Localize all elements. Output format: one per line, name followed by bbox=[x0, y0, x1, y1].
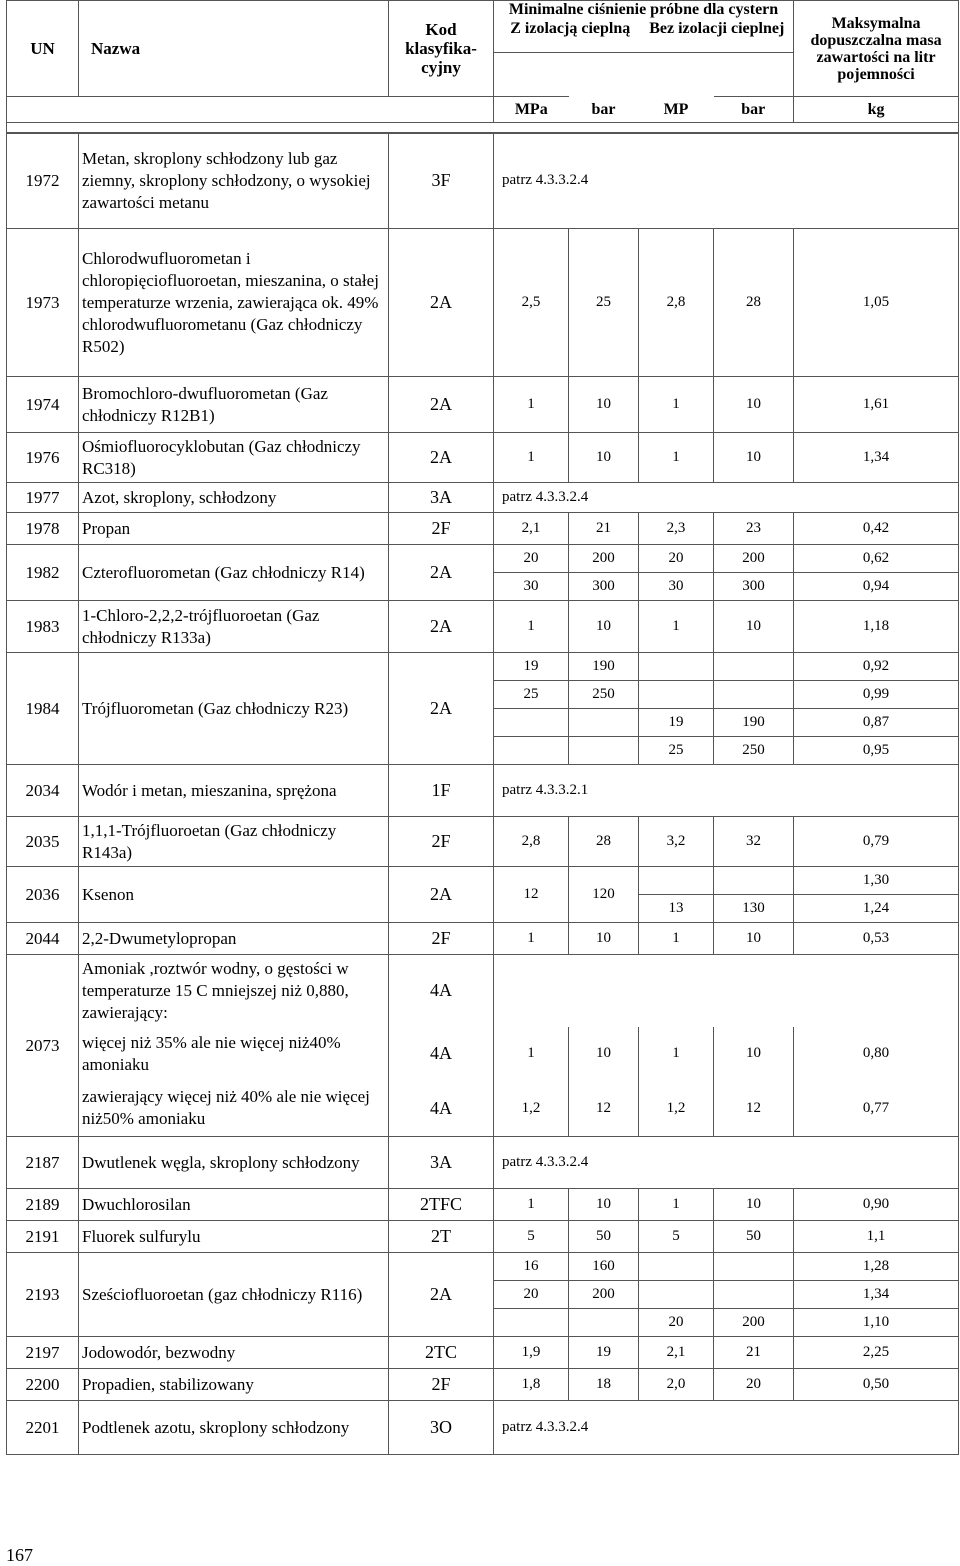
substance-name: Sześciofluoroetan (gaz chłodniczy R116) bbox=[79, 1253, 389, 1337]
value-mpa-no-ins: 20 bbox=[639, 545, 714, 573]
value-bar: 12 bbox=[569, 1081, 639, 1137]
value-mpa: 1 bbox=[494, 1027, 569, 1081]
substance-name: Metan, skroplony schłodzony lub gaz ziemny, skroplony schłodzony, o wysokiej zawartości metanu bbox=[79, 133, 389, 229]
value-bar: 250 bbox=[569, 681, 639, 709]
value-kg: 0,87 bbox=[794, 709, 959, 737]
value-kg: 0,94 bbox=[794, 573, 959, 601]
class-code: 2T bbox=[389, 1221, 494, 1253]
gas-table bbox=[6, 0, 959, 1455]
value-mpa: 1,2 bbox=[494, 1081, 569, 1137]
table-row bbox=[7, 1081, 959, 1137]
value-mpa: 2,1 bbox=[494, 513, 569, 545]
value-bar: 120 bbox=[569, 867, 639, 923]
value-kg: 2,25 bbox=[794, 1337, 959, 1369]
value-bar: 21 bbox=[569, 513, 639, 545]
un-number: 2201 bbox=[7, 1401, 79, 1455]
table-row bbox=[7, 1253, 959, 1281]
value-mpa: 5 bbox=[494, 1221, 569, 1253]
value-mpa-no-ins: 19 bbox=[639, 709, 714, 737]
substance-name: 2,2-Dwumetylopropan bbox=[79, 923, 389, 955]
value-mpa-no-ins: 2,0 bbox=[639, 1369, 714, 1401]
value-mpa-no-ins bbox=[639, 867, 714, 895]
substance-name: 1-Chloro-2,2,2-trójfluoroetan (Gaz chłodniczy R133a) bbox=[79, 601, 389, 653]
header-name: Nazwa bbox=[79, 1, 389, 97]
value-mpa: 25 bbox=[494, 681, 569, 709]
value-bar-no-ins: 200 bbox=[714, 1309, 794, 1337]
value-mpa-no-ins bbox=[639, 1281, 714, 1309]
value-bar-no-ins: 28 bbox=[714, 229, 794, 377]
un-number: 2200 bbox=[7, 1369, 79, 1401]
un-number: 1978 bbox=[7, 513, 79, 545]
table-row bbox=[7, 1137, 959, 1189]
table-row bbox=[7, 601, 959, 653]
value-bar: 10 bbox=[569, 923, 639, 955]
un-number: 2044 bbox=[7, 923, 79, 955]
value-mpa-no-ins bbox=[639, 681, 714, 709]
un-number: 1984 bbox=[7, 653, 79, 765]
value-bar-no-ins: 10 bbox=[714, 433, 794, 483]
substance-name: Dwuchlorosilan bbox=[79, 1189, 389, 1221]
class-code: 2A bbox=[389, 601, 494, 653]
class-code: 2F bbox=[389, 817, 494, 867]
value-bar-no-ins: 10 bbox=[714, 1189, 794, 1221]
class-code: 4A bbox=[389, 955, 494, 1027]
class-code: 2A bbox=[389, 377, 494, 433]
substance-name: Czterofluorometan (Gaz chłodniczy R14) bbox=[79, 545, 389, 601]
substance-name: Wodór i metan, mieszanina, sprężona bbox=[79, 765, 389, 817]
class-code: 4A bbox=[389, 1081, 494, 1137]
reference: patrz 4.3.3.2.4 bbox=[494, 133, 959, 229]
table-row bbox=[7, 1369, 959, 1401]
value-mpa: 1 bbox=[494, 433, 569, 483]
value-mpa: 12 bbox=[494, 867, 569, 923]
table-row bbox=[7, 955, 959, 1027]
value-bar bbox=[569, 737, 639, 765]
class-code: 2TC bbox=[389, 1337, 494, 1369]
substance-name: Podtlenek azotu, skroplony schłodzony bbox=[79, 1401, 389, 1455]
reference: patrz 4.3.3.2.4 bbox=[494, 1401, 959, 1455]
table-row bbox=[7, 229, 959, 377]
value-mpa-no-ins: 13 bbox=[639, 895, 714, 923]
header-max-mass: Maksymalna dopuszczalna masa zawartości na litr pojemności bbox=[794, 1, 959, 97]
value-mpa-no-ins: 20 bbox=[639, 1309, 714, 1337]
table-row bbox=[7, 1337, 959, 1369]
value-kg: 1,05 bbox=[794, 229, 959, 377]
value-kg: 0,92 bbox=[794, 653, 959, 681]
value-mpa-no-ins: 2,1 bbox=[639, 1337, 714, 1369]
value-bar: 18 bbox=[569, 1369, 639, 1401]
value-mpa: 1 bbox=[494, 923, 569, 955]
value-bar-no-ins: 10 bbox=[714, 377, 794, 433]
value-bar-no-ins: 50 bbox=[714, 1221, 794, 1253]
unit-bar-1: bar bbox=[591, 100, 616, 118]
value-kg: 0,62 bbox=[794, 545, 959, 573]
value-bar: 10 bbox=[569, 601, 639, 653]
value-bar-no-ins: 10 bbox=[714, 923, 794, 955]
value-kg: 0,80 bbox=[794, 1027, 959, 1081]
substance-name: Bromochloro-dwufluorometan (Gaz chłodniczy R12B1) bbox=[79, 377, 389, 433]
value-mpa-no-ins: 1 bbox=[639, 377, 714, 433]
substance-name: Propan bbox=[79, 513, 389, 545]
value-bar: 190 bbox=[569, 653, 639, 681]
unit-mpa: MPa bbox=[494, 97, 569, 123]
value-mpa: 20 bbox=[494, 545, 569, 573]
value-kg: 0,95 bbox=[794, 737, 959, 765]
value-kg: 1,10 bbox=[794, 1309, 959, 1337]
un-number: 2189 bbox=[7, 1189, 79, 1221]
class-code: 2F bbox=[389, 513, 494, 545]
header-code: Kod klasyfika-cyjny bbox=[389, 1, 494, 97]
value-kg: 1,24 bbox=[794, 895, 959, 923]
value-bar: 25 bbox=[569, 229, 639, 377]
value-bar-no-ins: 130 bbox=[714, 895, 794, 923]
class-code: 2TFC bbox=[389, 1189, 494, 1221]
unit-mp: MP bbox=[663, 100, 689, 118]
un-number: 2191 bbox=[7, 1221, 79, 1253]
header-un: UN bbox=[7, 1, 79, 97]
value-mpa-no-ins: 25 bbox=[639, 737, 714, 765]
value-kg: 0,99 bbox=[794, 681, 959, 709]
value-mpa-no-ins: 1 bbox=[639, 1027, 714, 1081]
value-kg: 0,50 bbox=[794, 1369, 959, 1401]
value-bar: 10 bbox=[569, 1189, 639, 1221]
class-code: 2A bbox=[389, 653, 494, 765]
value-bar: 200 bbox=[569, 1281, 639, 1309]
value-mpa-no-ins bbox=[639, 1253, 714, 1281]
unit-kg: kg bbox=[794, 97, 959, 123]
un-number: 2073 bbox=[7, 955, 79, 1137]
value-mpa-no-ins: 1,2 bbox=[639, 1081, 714, 1137]
value-bar-no-ins: 300 bbox=[714, 573, 794, 601]
value-mpa bbox=[494, 737, 569, 765]
value-mpa-no-ins bbox=[639, 653, 714, 681]
value-kg: 1,34 bbox=[794, 1281, 959, 1309]
value-bar-no-ins: 23 bbox=[714, 513, 794, 545]
value-bar: 19 bbox=[569, 1337, 639, 1369]
value-mpa bbox=[494, 709, 569, 737]
value-mpa-no-ins: 2,8 bbox=[639, 229, 714, 377]
class-code: 3O bbox=[389, 1401, 494, 1455]
un-number: 2197 bbox=[7, 1337, 79, 1369]
value-bar-no-ins: 200 bbox=[714, 545, 794, 573]
value-mpa-no-ins: 3,2 bbox=[639, 817, 714, 867]
value-bar-no-ins bbox=[714, 1281, 794, 1309]
value-mpa-no-ins: 30 bbox=[639, 573, 714, 601]
value-kg: 1,28 bbox=[794, 1253, 959, 1281]
table-row bbox=[7, 377, 959, 433]
value-bar-no-ins bbox=[714, 681, 794, 709]
class-code: 3A bbox=[389, 483, 494, 513]
class-code: 2A bbox=[389, 229, 494, 377]
value-kg: 0,79 bbox=[794, 817, 959, 867]
value-bar-no-ins bbox=[714, 653, 794, 681]
value-bar-no-ins bbox=[714, 1253, 794, 1281]
substance-name: Ośmiofluorocyklobutan (Gaz chłodniczy RC318) bbox=[79, 433, 389, 483]
un-number: 1982 bbox=[7, 545, 79, 601]
value-mpa-no-ins: 1 bbox=[639, 1189, 714, 1221]
value-kg: 1,18 bbox=[794, 601, 959, 653]
value-mpa-no-ins: 5 bbox=[639, 1221, 714, 1253]
value-mpa bbox=[494, 1309, 569, 1337]
substance-name: Trójfluorometan (Gaz chłodniczy R23) bbox=[79, 653, 389, 765]
page-number: 167 bbox=[6, 1545, 33, 1565]
table-row bbox=[7, 133, 959, 229]
value-bar: 160 bbox=[569, 1253, 639, 1281]
class-code: 2A bbox=[389, 433, 494, 483]
substance-name: Chlorodwufluorometan i chloropięciofluoroetan, mieszanina, o stałej temperaturze wrzenia, zawierająca ok. 49% chlorodwufluorometanu (Gaz chłodniczy R502) bbox=[79, 229, 389, 377]
substance-name: 1,1,1-Trójfluoroetan (Gaz chłodniczy R143a) bbox=[79, 817, 389, 867]
value-kg: 1,1 bbox=[794, 1221, 959, 1253]
value-kg: 0,53 bbox=[794, 923, 959, 955]
value-mpa: 1 bbox=[494, 377, 569, 433]
substance-name: Dwutlenek węgla, skroplony schłodzony bbox=[79, 1137, 389, 1189]
header-min-pressure-label: Minimalne ciśnienie próbne dla cystern bbox=[508, 1, 779, 18]
substance-name: Azot, skroplony, schłodzony bbox=[79, 483, 389, 513]
value-mpa-no-ins: 1 bbox=[639, 923, 714, 955]
substance-name: Ksenon bbox=[79, 867, 389, 923]
class-code: 2F bbox=[389, 1369, 494, 1401]
class-code: 2A bbox=[389, 1253, 494, 1337]
un-number: 1972 bbox=[7, 133, 79, 229]
class-code: 4A bbox=[389, 1027, 494, 1081]
table-row bbox=[7, 1027, 959, 1081]
table-row bbox=[7, 433, 959, 483]
value-mpa: 1 bbox=[494, 601, 569, 653]
reference: patrz 4.3.3.2.4 bbox=[494, 1137, 959, 1189]
class-code: 1F bbox=[389, 765, 494, 817]
value-bar-no-ins: 20 bbox=[714, 1369, 794, 1401]
value-bar: 10 bbox=[569, 433, 639, 483]
class-code: 3F bbox=[389, 133, 494, 229]
value-mpa: 2,5 bbox=[494, 229, 569, 377]
value-mpa: 1,9 bbox=[494, 1337, 569, 1369]
value-bar-no-ins: 21 bbox=[714, 1337, 794, 1369]
reference: patrz 4.3.3.2.1 bbox=[494, 765, 959, 817]
value-bar: 10 bbox=[569, 377, 639, 433]
value-bar-no-ins: 12 bbox=[714, 1081, 794, 1137]
substance-name-sub: więcej niż 35% ale nie więcej niż40% amoniaku bbox=[79, 1027, 389, 1081]
value-kg: 0,77 bbox=[794, 1081, 959, 1137]
un-number: 1974 bbox=[7, 377, 79, 433]
value-kg: 0,90 bbox=[794, 1189, 959, 1221]
substance-name-sub: zawierający więcej niż 40% ale nie więcej niż50% amoniaku bbox=[79, 1081, 389, 1137]
table-row bbox=[7, 1221, 959, 1253]
value-bar-no-ins bbox=[714, 867, 794, 895]
un-number: 1983 bbox=[7, 601, 79, 653]
value-bar-no-ins: 10 bbox=[714, 1027, 794, 1081]
header-min-pressure bbox=[494, 1, 794, 53]
value-bar-no-ins: 10 bbox=[714, 601, 794, 653]
value-mpa: 20 bbox=[494, 1281, 569, 1309]
value-mpa: 1,8 bbox=[494, 1369, 569, 1401]
value-bar-no-ins: 32 bbox=[714, 817, 794, 867]
value-bar bbox=[569, 709, 639, 737]
value-bar: 10 bbox=[569, 1027, 639, 1081]
table-row bbox=[7, 1401, 959, 1455]
table-row bbox=[7, 653, 959, 681]
value-mpa: 30 bbox=[494, 573, 569, 601]
value-bar bbox=[569, 1309, 639, 1337]
class-code: 3A bbox=[389, 1137, 494, 1189]
value-mpa: 2,8 bbox=[494, 817, 569, 867]
value-kg: 1,61 bbox=[794, 377, 959, 433]
table-row bbox=[7, 923, 959, 955]
class-code: 2A bbox=[389, 545, 494, 601]
un-number: 1973 bbox=[7, 229, 79, 377]
value-bar-no-ins: 190 bbox=[714, 709, 794, 737]
value-bar: 28 bbox=[569, 817, 639, 867]
substance-name: Jodowodór, bezwodny bbox=[79, 1337, 389, 1369]
reference: patrz 4.3.3.2.4 bbox=[494, 483, 959, 513]
value-mpa: 19 bbox=[494, 653, 569, 681]
value-kg: 0,42 bbox=[794, 513, 959, 545]
substance-name: Amoniak ,roztwór wodny, o gęstości w temperaturze 15 C mniejszej niż 0,880, zawierający: bbox=[79, 955, 389, 1027]
value-mpa: 1 bbox=[494, 1189, 569, 1221]
un-number: 2036 bbox=[7, 867, 79, 923]
value-kg: 1,34 bbox=[794, 433, 959, 483]
header-without-insulation: Bez izolacji cieplnej bbox=[649, 20, 785, 37]
class-code: 2A bbox=[389, 867, 494, 923]
class-code: 2F bbox=[389, 923, 494, 955]
value-mpa-no-ins: 1 bbox=[639, 433, 714, 483]
value-mpa-no-ins: 1 bbox=[639, 601, 714, 653]
value-mpa-no-ins: 2,3 bbox=[639, 513, 714, 545]
un-number: 2035 bbox=[7, 817, 79, 867]
table-row bbox=[7, 1189, 959, 1221]
un-number: 1976 bbox=[7, 433, 79, 483]
un-number: 2187 bbox=[7, 1137, 79, 1189]
value-bar: 50 bbox=[569, 1221, 639, 1253]
header-with-insulation: Z izolacją cieplną bbox=[510, 20, 631, 37]
table-row bbox=[7, 545, 959, 573]
value-mpa: 16 bbox=[494, 1253, 569, 1281]
table-row bbox=[7, 483, 959, 513]
value-bar: 200 bbox=[569, 545, 639, 573]
table-row bbox=[7, 867, 959, 895]
value-bar: 300 bbox=[569, 573, 639, 601]
table-row bbox=[7, 513, 959, 545]
un-number: 2193 bbox=[7, 1253, 79, 1337]
table-row bbox=[7, 765, 959, 817]
table-row bbox=[7, 817, 959, 867]
substance-name: Fluorek sulfurylu bbox=[79, 1221, 389, 1253]
value-bar-no-ins: 250 bbox=[714, 737, 794, 765]
substance-name: Propadien, stabilizowany bbox=[79, 1369, 389, 1401]
un-number: 2034 bbox=[7, 765, 79, 817]
un-number: 1977 bbox=[7, 483, 79, 513]
unit-bar-2: bar bbox=[714, 97, 794, 123]
value-kg: 1,30 bbox=[794, 867, 959, 895]
